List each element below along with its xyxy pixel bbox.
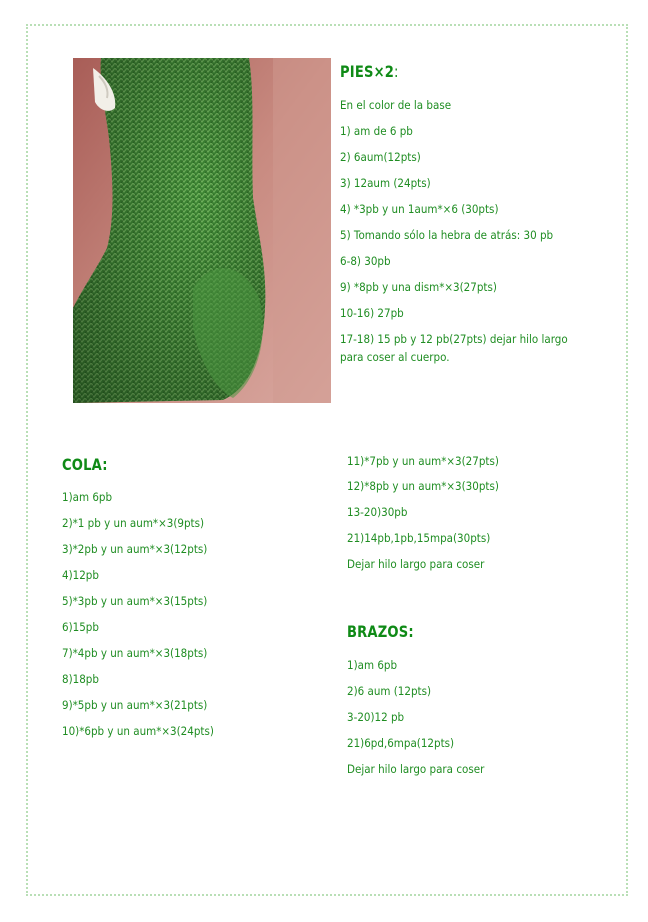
brazos-heading: BRAZOS: (347, 622, 414, 641)
pies-line: 4) *3pb y un 1aum*×6 (30pts) (340, 202, 499, 216)
cola-line: 3)*2pb y un aum*×3(12pts) (62, 542, 208, 556)
cola-cont-line: Dejar hilo largo para coser (347, 557, 485, 571)
pies-line: 9) *8pb y una dism*×3(27pts) (340, 280, 497, 294)
cola-heading: COLA: (62, 455, 108, 474)
cola-cont-line: 13-20)30pb (347, 505, 408, 519)
brazos-line: 2)6 aum (12pts) (347, 684, 432, 698)
cola-line: 1)am 6pb (62, 490, 113, 504)
brazos-line: 1)am 6pb (347, 658, 398, 672)
pies-line: En el color de la base (340, 98, 452, 112)
brazos-line: Dejar hilo largo para coser (347, 762, 485, 776)
brazos-line: 21)6pd,6mpa(12pts) (347, 736, 455, 750)
brazos-line: 3-20)12 pb (347, 710, 405, 724)
crochet-foot-photo (73, 58, 331, 403)
cola-cont-line: 12)*8pb y un aum*×3(30pts) (347, 479, 499, 493)
pies-line: 10-16) 27pb (340, 306, 404, 320)
pies-line: 3) 12aum (24pts) (340, 176, 431, 190)
pies-line: 2) 6aum(12pts) (340, 150, 421, 164)
cola-line: 9)*5pb y un aum*×3(21pts) (62, 698, 208, 712)
cola-line: 2)*1 pb y un aum*×3(9pts) (62, 516, 205, 530)
cola-line: 5)*3pb y un aum*×3(15pts) (62, 594, 208, 608)
cola-line: 4)12pb (62, 568, 99, 582)
cola-line: 10)*6pb y un aum*×3(24pts) (62, 724, 214, 738)
pies-line: 5) Tomando sólo la hebra de atrás: 30 pb (340, 228, 554, 242)
pies-line: 17-18) 15 pb y 12 pb(27pts) dejar hilo largo (340, 332, 568, 346)
pies-line: 6-8) 30pb (340, 254, 391, 268)
pies-line: para coser al cuerpo. (340, 350, 450, 364)
cola-cont-line: 21)14pb,1pb,15mpa(30pts) (347, 531, 491, 545)
cola-line: 6)15pb (62, 620, 99, 634)
pies-line: 1) am de 6 pb (340, 124, 413, 138)
cola-line: 8)18pb (62, 672, 99, 686)
cola-cont-line: 11)*7pb y un aum*×3(27pts) (347, 454, 499, 468)
cola-line: 7)*4pb y un aum*×3(18pts) (62, 646, 208, 660)
pies-heading: PIES×2: (340, 62, 399, 81)
